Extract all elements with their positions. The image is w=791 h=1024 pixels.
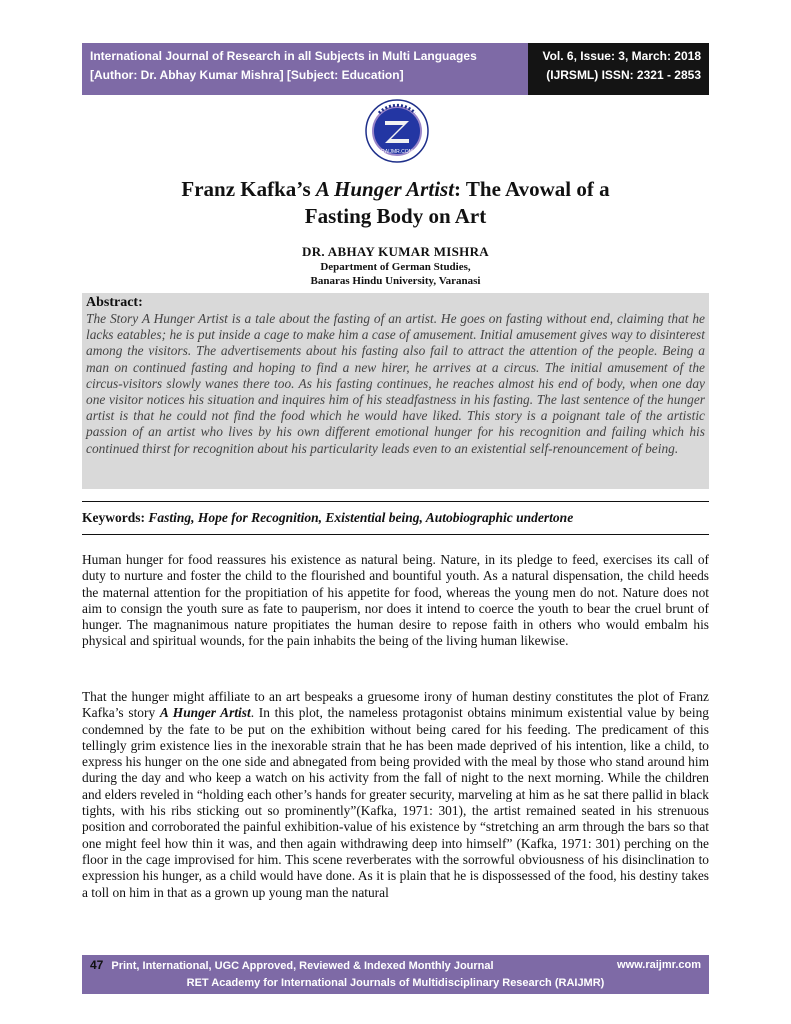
page-number: 47 bbox=[90, 958, 104, 972]
paper-title: Franz Kafka’s A Hunger Artist: The Avowal of a Fasting Body on Art bbox=[181, 177, 610, 228]
keywords-values: Fasting, Hope for Recognition, Existential being, Autobiographic undertone bbox=[148, 510, 574, 525]
issn: (IJRSML) ISSN: 2321 - 2853 bbox=[546, 68, 701, 82]
footer-line1: Print, International, UGC Approved, Reviewed & Indexed Monthly Journal bbox=[111, 960, 494, 972]
journal-footer bbox=[82, 955, 709, 994]
footer-website: www.raijmr.com bbox=[617, 959, 701, 971]
divider-bottom bbox=[82, 534, 709, 535]
volume-issue: Vol. 6, Issue: 3, March: 2018 bbox=[542, 49, 701, 63]
abstract-text: The Story A Hunger Artist is a tale about the fasting of an artist. He goes on fasting without end, claiming that he lacks eatables; he is put inside a cage to make him a case of amusement. Initial amusement gives way to disinterest among the visitors. The advertisements about his fasting also fail to attract the attention of the people. Being a man on continued fasting and hoping to find a new hirer, he arrives at a circus. The initial amusement of the circus-visitors slowly wanes there too. As his fasting continues, he reaches almost his end of body, when one day one visitor notices his situation and inquires him of his steadfastness in his fasting. The last sentence of the hunger artist is that he could not find the food which he would have liked. This story is a poignant tale of the artistic passion of an artist who lives by his own different emotional hunger for his recognition and failing which his continued thirst for recognition about his particularity leads even to an existential self-renouncement of being. bbox=[86, 311, 705, 456]
abstract-box bbox=[82, 293, 709, 489]
raijmr-logo-icon bbox=[365, 99, 429, 163]
footer-line2: RET Academy for International Journals of Multidisciplinary Research (RAIJMR) bbox=[186, 977, 605, 989]
author-block bbox=[82, 244, 709, 288]
journal-header bbox=[82, 43, 709, 95]
keywords-label: Keywords: bbox=[82, 510, 145, 525]
body-paragraph-1: Human hunger for food reassures his existence as natural being. Nature, in its pledge to feed, exercises its call of duty to nurture and foster the child to the flourished and bountiful youth. As a natural dispensation, the child heeds the maternal attention for the propitiation of his appetite for food, whereas the young men do not. Nature does not aim to consign the youth sure as fate to pauperism, nor does it intend to coerce the youth to bear the cruel brunt of hunger. The magnanimous nature propitiates the human desire to repose faith in others who would embalm his physical and spiritual wounds, for the pain inhabits the being of the living human likewise. bbox=[82, 552, 709, 649]
journal-name: International Journal of Research in all Subjects in Multi Languages bbox=[90, 49, 477, 63]
abstract-label: Abstract: bbox=[86, 295, 143, 310]
author-department: Department of German Studies, bbox=[320, 261, 471, 273]
author-subject: [Author: Dr. Abhay Kumar Mishra] [Subject: Education] bbox=[90, 68, 404, 82]
author-name: DR. ABHAY KUMAR MISHRA bbox=[302, 244, 489, 259]
divider-top bbox=[82, 501, 709, 502]
keywords-line bbox=[82, 510, 709, 526]
journal-header-left bbox=[82, 43, 528, 95]
journal-header-right bbox=[528, 43, 709, 95]
logo-caption: RAIJMR.COM bbox=[381, 149, 413, 155]
author-university: Banaras Hindu University, Varanasi bbox=[310, 275, 481, 287]
body-paragraph-2: That the hunger might affiliate to an art bespeaks a gruesome irony of human destiny constitutes the plot of Franz Kafka’s story A Hunger Artist. In this plot, the nameless protagonist obtains minimum existential value by being condemned by the fate to be put on the exhibition without being cared for his feeding. The predicament of this tellingly grim existence lies in the inexorable strain that he has been made deprived of his intention, like a child, to express his hunger on the one side and abnegated from being provided with the meal by those who stand around him during the day and who keep a watch on his activity from the fall of night to the next morning. While the children and elders reveled in “holding each other’s hands for greater security, marveling at him as he sat there pallid in black tights, with his ribs sticking out so prominently”(Kafka, 1971: 301), the artist remained seated in his strenuous position and corroborated the painful exhibition-value of his existence by “stretching an arm through the bars so that one might feel how thin it was, and then again withdrawing deep into himself” (Kafka, 1971: 301) perching on the floor in the cage improvised for him. This scene reverberates with the sorrowful obviousness of his disinclination to expression his hunger, as a child would have done. As it is plain that he is dispossessed of the food, his destiny takes a toll on him in that as a grown up young man the natural bbox=[82, 689, 709, 900]
